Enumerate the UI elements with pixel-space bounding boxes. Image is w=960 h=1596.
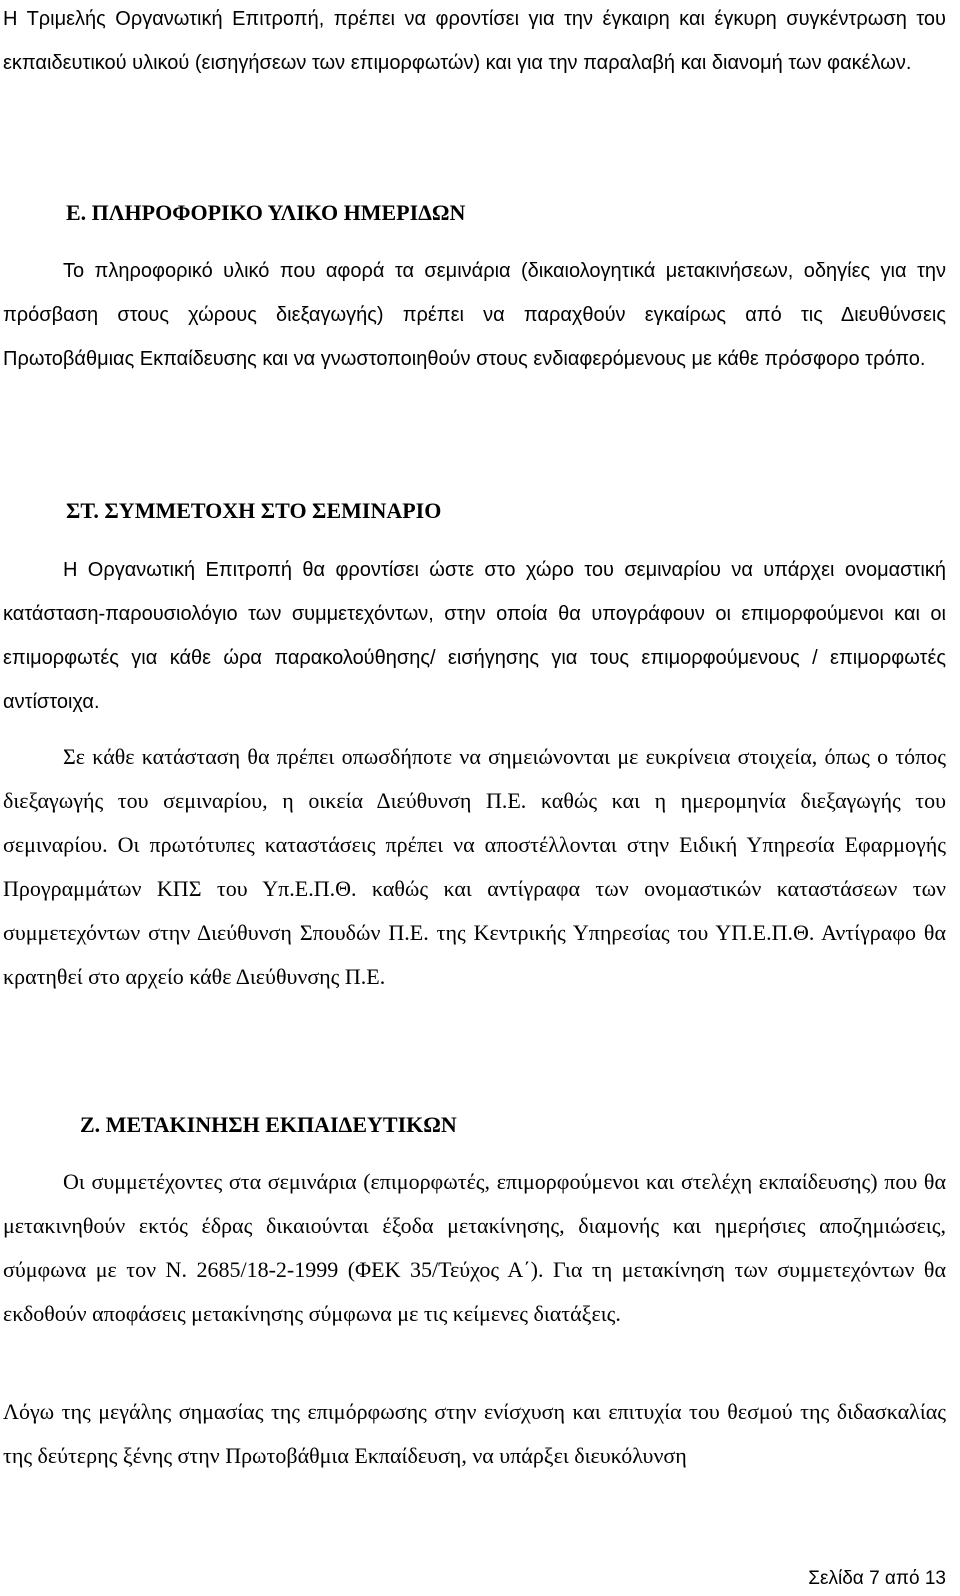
participation-paragraph-2: Σε κάθε κατάσταση θα πρέπει οπωσδήποτε να σημειώνονται με ευκρίνεια στοιχεία, όπως ο τόπος διεξαγωγής του σεμιναρίου, η οικεία Διεύθυνση Π.Ε. καθώς και η ημερομηνία διεξαγωγής του σεμιναρίου. Οι πρωτότυπες καταστάσεις πρέπει να αποστέλλονται στην Ειδική Υπηρεσία Εφαρμογής Προγραμμάτων ΚΠΣ του Υπ.Ε.Π.Θ. καθώς και αντίγραφα των ονομαστικών καταστάσεων των συμμετεχόντων στην Διεύθυνση Σπουδών Π.Ε. της Κεντρικής Υπηρεσίας του ΥΠ.Ε.Π.Θ. Αντίγραφο θα κρατηθεί στο αρχείο κάθε Διεύθυνσης Π.Ε. [3,744,946,989]
participation-paragraph-1: Η Οργανωτική Επιτροπή θα φροντίσει ώστε στο χώρο του σεμιναρίου να υπάρχει ονομαστική κατάσταση-παρουσιολόγιο των συμμετεχόντων, στην οποία θα υπογράφουν οι επιμορφούμενοι και οι επιμορφωτές για κάθε ώρα παρακολούθησης/ εισήγησης για τους επιμορφούμενους / επιμορφωτές αντίστοιχα. [3,559,946,713]
section-heading-z: Ζ. ΜΕΤΑΚΙΝΗΣΗ ΕΚΠΑΙΔΕΥΤΙΚΩΝ [80,1112,457,1137]
movement-paragraph-2: Λόγω της μεγάλης σημασίας της επιμόρφωσης στην ενίσχυση και επιτυχία του θεσμού της διδασκαλίας της δεύτερης ξένης στην Πρωτοβάθμια Εκπαίδευση, να υπάρξει διευκόλυνση [3,1399,946,1468]
info-material-paragraph: Το πληροφορικό υλικό που αφορά τα σεμινάρια (δικαιολογητικά μετακινήσεων, οδηγίες για την πρόσβαση στους χώρους διεξαγωγής) πρέπει να παραχθούν εγκαίρως από τις Διευθύνσεις Πρωτοβάθμιας Εκπαίδευσης και να γνωστοποιηθούν στους ενδιαφερόμενους με κάθε πρόσφορο τρόπο. [3,260,946,370]
section-heading-e: Ε. ΠΛΗΡΟΦΟΡΙΚΟ ΥΛΙΚΟ ΗΜΕΡΙΔΩΝ [66,200,466,225]
section-heading-st: ΣΤ. ΣΥΜΜΕΤΟΧΗ ΣΤΟ ΣΕΜΙΝΑΡΙΟ [66,498,442,523]
page-number: Σελίδα 7 από 13 [808,1568,946,1589]
intro-paragraph: Η Τριμελής Οργανωτική Επιτροπή, πρέπει να φροντίσει για την έγκαιρη και έγκυρη συγκέντρωση του εκπαιδευτικού υλικού (εισηγήσεων των επιμορφωτών) και για την παραλαβή και διανομή των φακέλων. [3,8,946,74]
movement-paragraph-1: Οι συμμετέχοντες στα σεμινάρια (επιμορφωτές, επιμορφούμενοι και στελέχη εκπαίδευσης) που θα μετακινηθούν εκτός έδρας δικαιούνται έξοδα μετακίνησης, διαμονής και ημερήσιες αποζημιώσεις, σύμφωνα με τον Ν. 2685/18-2-1999 (ΦΕΚ 35/Τεύχος Α΄). Για τη μετακίνηση των συμμετεχόντων θα εκδοθούν αποφάσεις μετακίνησης σύμφωνα με τις κείμενες διατάξεις. [3,1169,946,1326]
